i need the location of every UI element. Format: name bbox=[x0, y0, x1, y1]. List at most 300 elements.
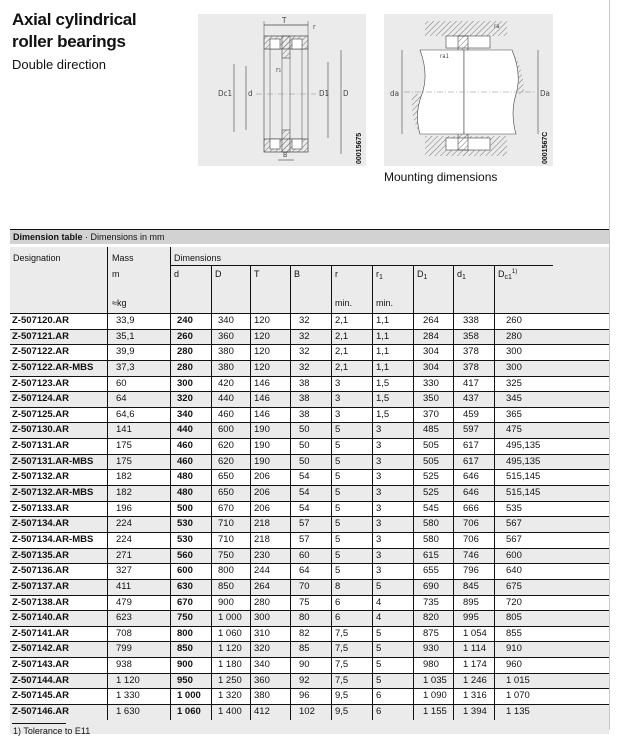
cell-d1: 417 bbox=[453, 377, 494, 392]
cell-designation: Z-507125.AR bbox=[12, 408, 70, 420]
table-row bbox=[10, 688, 609, 704]
cell-mass: 224 bbox=[107, 533, 170, 548]
cell-d1: 995 bbox=[453, 611, 494, 626]
D1-label: D bbox=[417, 269, 424, 279]
cell-r: 8 bbox=[331, 580, 372, 595]
cell-mass: 196 bbox=[107, 502, 170, 517]
col-divider bbox=[413, 265, 414, 313]
cell-d: 800 bbox=[170, 627, 211, 642]
cell-D: 340 bbox=[211, 314, 250, 329]
cell-T: 264 bbox=[250, 580, 290, 595]
col-header-mass: Mass bbox=[112, 253, 134, 263]
cell-d1: 617 bbox=[453, 455, 494, 470]
cell-designation: Z-507138.AR bbox=[12, 596, 70, 608]
col-divider bbox=[331, 265, 332, 313]
cell-r: 3 bbox=[331, 408, 372, 423]
cell-B: 50 bbox=[290, 439, 331, 454]
col-header-B: B bbox=[294, 269, 301, 279]
header-rule bbox=[170, 265, 553, 266]
cell-mass: 37,3 bbox=[107, 361, 170, 376]
cell-designation: Z-507134.AR bbox=[12, 518, 70, 530]
cell-d: 480 bbox=[170, 486, 211, 501]
cell-designation: Z-507132.AR bbox=[12, 471, 70, 483]
cell-D1: 525 bbox=[413, 486, 453, 501]
cell-T: 190 bbox=[250, 423, 290, 438]
cell-d1: 646 bbox=[453, 486, 494, 501]
cell-d: 440 bbox=[170, 423, 211, 438]
cell-r1: 3 bbox=[372, 564, 413, 579]
col-header-d1 bbox=[457, 269, 466, 281]
cell-r: 2,1 bbox=[331, 345, 372, 360]
cell-r: 5 bbox=[331, 486, 372, 501]
cell-d: 340 bbox=[170, 408, 211, 423]
cell-d: 460 bbox=[170, 439, 211, 454]
cell-Dc1: 515,145 bbox=[494, 486, 554, 501]
cell-d1: 358 bbox=[453, 330, 494, 345]
cell-r1: 5 bbox=[372, 642, 413, 657]
page-margin-rule bbox=[609, 0, 610, 730]
cell-D: 1 250 bbox=[211, 674, 250, 689]
cell-T: 412 bbox=[250, 705, 290, 720]
cell-D: 1 180 bbox=[211, 658, 250, 673]
cell-r1: 6 bbox=[372, 705, 413, 720]
cell-T: 218 bbox=[250, 533, 290, 548]
bearing-drawing-svg bbox=[198, 14, 366, 166]
cell-designation: Z-507131.AR bbox=[12, 440, 70, 452]
cell-D1: 505 bbox=[413, 455, 453, 470]
col-header-dimensions: Dimensions bbox=[174, 253, 222, 263]
col-header-Dc1 bbox=[498, 269, 517, 281]
cell-r: 7,5 bbox=[331, 674, 372, 689]
cell-Dc1: 1 070 bbox=[494, 689, 554, 704]
cell-D1: 980 bbox=[413, 658, 453, 673]
cell-r: 7,5 bbox=[331, 642, 372, 657]
cell-r1: 3 bbox=[372, 439, 413, 454]
table-row bbox=[10, 626, 609, 642]
cell-mass: 33,9 bbox=[107, 314, 170, 329]
cell-designation: Z-507143.AR bbox=[12, 659, 70, 671]
table-row bbox=[10, 344, 609, 360]
cell-D: 360 bbox=[211, 330, 250, 345]
cell-Dc1: 720 bbox=[494, 596, 554, 611]
cell-Dc1: 280 bbox=[494, 330, 554, 345]
cell-D1: 580 bbox=[413, 517, 453, 532]
cell-D1: 505 bbox=[413, 439, 453, 454]
table-row bbox=[10, 376, 609, 392]
cell-r1: 1,1 bbox=[372, 330, 413, 345]
cell-B: 38 bbox=[290, 408, 331, 423]
col-header-mass-symbol: m bbox=[112, 269, 120, 279]
cell-d: 530 bbox=[170, 517, 211, 532]
page-subtitle: Double direction bbox=[12, 57, 106, 72]
cell-d: 500 bbox=[170, 502, 211, 517]
cell-designation: Z-507123.AR bbox=[12, 377, 70, 389]
cell-d1: 378 bbox=[453, 345, 494, 360]
table-row bbox=[10, 469, 609, 485]
cell-r: 6 bbox=[331, 611, 372, 626]
cell-d1: 1 316 bbox=[453, 689, 494, 704]
cell-d1: 706 bbox=[453, 517, 494, 532]
table-row bbox=[10, 313, 609, 329]
cell-D1: 1 090 bbox=[413, 689, 453, 704]
cell-D: 710 bbox=[211, 533, 250, 548]
cell-D1: 330 bbox=[413, 377, 453, 392]
cell-r: 2,1 bbox=[331, 314, 372, 329]
cell-d: 1 000 bbox=[170, 689, 211, 704]
table-row bbox=[10, 329, 609, 345]
cell-D: 380 bbox=[211, 345, 250, 360]
col-header-designation: Designation bbox=[13, 253, 61, 263]
table-row bbox=[10, 563, 609, 579]
cell-D1: 370 bbox=[413, 408, 453, 423]
d1-sub: 1 bbox=[462, 274, 466, 281]
D1-sub: 1 bbox=[423, 274, 428, 281]
cell-designation: Z-507131.AR-MBS bbox=[12, 455, 94, 467]
cell-B: 82 bbox=[290, 627, 331, 642]
cell-D: 650 bbox=[211, 470, 250, 485]
cell-r: 2,1 bbox=[331, 361, 372, 376]
bearing-cross-section-drawing bbox=[198, 14, 366, 166]
cell-Dc1: 345 bbox=[494, 392, 554, 407]
cell-r: 2,1 bbox=[331, 330, 372, 345]
cell-designation: Z-507146.AR bbox=[12, 706, 70, 718]
cell-D: 420 bbox=[211, 377, 250, 392]
cell-r1: 6 bbox=[372, 689, 413, 704]
cell-r: 5 bbox=[331, 455, 372, 470]
mounting-dimensions-caption: Mounting dimensions bbox=[384, 170, 498, 184]
cell-B: 32 bbox=[290, 361, 331, 376]
cell-d: 280 bbox=[170, 361, 211, 376]
cell-D: 1 400 bbox=[211, 705, 250, 720]
col-divider bbox=[250, 265, 251, 313]
cell-D: 620 bbox=[211, 455, 250, 470]
cell-T: 120 bbox=[250, 345, 290, 360]
svg-text:r: r bbox=[313, 23, 316, 31]
cell-d1: 845 bbox=[453, 580, 494, 595]
cell-D1: 264 bbox=[413, 314, 453, 329]
cell-T: 206 bbox=[250, 470, 290, 485]
col-header-mass-unit: ≈kg bbox=[112, 298, 127, 308]
cell-Dc1: 495,135 bbox=[494, 455, 554, 470]
Dc1-footnote-ref: 1) bbox=[511, 269, 518, 275]
cell-d1: 1 394 bbox=[453, 705, 494, 720]
cell-Dc1: 567 bbox=[494, 533, 554, 548]
cell-r1: 1,1 bbox=[372, 314, 413, 329]
col-divider bbox=[170, 247, 171, 313]
cell-B: 85 bbox=[290, 642, 331, 657]
cell-T: 218 bbox=[250, 517, 290, 532]
table-row bbox=[10, 391, 609, 407]
cell-mass: 1 330 bbox=[107, 689, 170, 704]
cell-d1: 646 bbox=[453, 470, 494, 485]
cell-D1: 284 bbox=[413, 330, 453, 345]
cell-B: 60 bbox=[290, 549, 331, 564]
cell-r: 5 bbox=[331, 549, 372, 564]
cell-mass: 64 bbox=[107, 392, 170, 407]
cell-mass: 64,6 bbox=[107, 408, 170, 423]
svg-text:D1: D1 bbox=[319, 89, 330, 98]
cell-D1: 1 035 bbox=[413, 674, 453, 689]
cell-designation: Z-507137.AR bbox=[12, 580, 70, 592]
cell-D1: 304 bbox=[413, 361, 453, 376]
cell-T: 146 bbox=[250, 377, 290, 392]
cell-T: 120 bbox=[250, 330, 290, 345]
cell-r: 5 bbox=[331, 423, 372, 438]
cell-B: 54 bbox=[290, 486, 331, 501]
cell-B: 75 bbox=[290, 596, 331, 611]
cell-B: 32 bbox=[290, 345, 331, 360]
cell-B: 38 bbox=[290, 392, 331, 407]
cell-d: 300 bbox=[170, 377, 211, 392]
cell-d: 480 bbox=[170, 470, 211, 485]
cell-mass: 182 bbox=[107, 470, 170, 485]
cell-D: 1 060 bbox=[211, 627, 250, 642]
cell-d: 320 bbox=[170, 392, 211, 407]
cell-d: 240 bbox=[170, 314, 211, 329]
svg-text:r₁: r₁ bbox=[276, 66, 282, 74]
table-row bbox=[10, 595, 609, 611]
cell-mass: 39,9 bbox=[107, 345, 170, 360]
cell-r: 5 bbox=[331, 502, 372, 517]
cell-r: 5 bbox=[331, 470, 372, 485]
cell-r1: 3 bbox=[372, 455, 413, 470]
cell-Dc1: 960 bbox=[494, 658, 554, 673]
cell-D: 850 bbox=[211, 580, 250, 595]
cell-T: 190 bbox=[250, 439, 290, 454]
cell-mass: 175 bbox=[107, 455, 170, 470]
title-line-1: Axial cylindrical bbox=[12, 10, 137, 29]
cell-d: 670 bbox=[170, 596, 211, 611]
cell-D1: 735 bbox=[413, 596, 453, 611]
col-header-T: T bbox=[254, 269, 260, 279]
cell-T: 280 bbox=[250, 596, 290, 611]
cell-B: 64 bbox=[290, 564, 331, 579]
cell-D: 600 bbox=[211, 423, 250, 438]
cell-D1: 820 bbox=[413, 611, 453, 626]
cell-T: 244 bbox=[250, 564, 290, 579]
cell-d1: 1 174 bbox=[453, 658, 494, 673]
table-footnote-area bbox=[10, 720, 609, 734]
r1-sub: 1 bbox=[379, 274, 383, 281]
col-header-D1 bbox=[417, 269, 427, 281]
cell-T: 146 bbox=[250, 408, 290, 423]
Dc1-label: D bbox=[498, 269, 505, 279]
cell-d1: 597 bbox=[453, 423, 494, 438]
svg-text:ra: ra bbox=[494, 23, 500, 30]
cell-B: 96 bbox=[290, 689, 331, 704]
cell-T: 230 bbox=[250, 549, 290, 564]
table-row bbox=[10, 485, 609, 501]
cell-designation: Z-507134.AR-MBS bbox=[12, 533, 94, 545]
cell-d1: 746 bbox=[453, 549, 494, 564]
Dc1-sub: c1 bbox=[504, 274, 512, 281]
table-row bbox=[10, 454, 609, 470]
cell-mass: 1 120 bbox=[107, 674, 170, 689]
cell-d1: 706 bbox=[453, 533, 494, 548]
cell-mass: 623 bbox=[107, 611, 170, 626]
svg-text:ra1: ra1 bbox=[440, 53, 449, 60]
cell-d1: 338 bbox=[453, 314, 494, 329]
cell-mass: 411 bbox=[107, 580, 170, 595]
cell-r1: 4 bbox=[372, 596, 413, 611]
col-divider bbox=[290, 265, 291, 313]
table-row bbox=[10, 516, 609, 532]
table-row bbox=[10, 501, 609, 517]
cell-d: 530 bbox=[170, 533, 211, 548]
cell-d: 260 bbox=[170, 330, 211, 345]
svg-text:da: da bbox=[390, 89, 399, 98]
table-footnote: 1) Tolerance to E11 bbox=[13, 725, 91, 736]
cell-T: 120 bbox=[250, 361, 290, 376]
cell-r: 9,5 bbox=[331, 689, 372, 704]
cell-mass: 182 bbox=[107, 486, 170, 501]
cell-B: 50 bbox=[290, 423, 331, 438]
cell-Dc1: 260 bbox=[494, 314, 554, 329]
cell-B: 50 bbox=[290, 455, 331, 470]
cell-r1: 1,5 bbox=[372, 377, 413, 392]
cell-r1: 4 bbox=[372, 611, 413, 626]
cell-D: 750 bbox=[211, 549, 250, 564]
cell-Dc1: 600 bbox=[494, 549, 554, 564]
cell-B: 80 bbox=[290, 611, 331, 626]
cell-D1: 930 bbox=[413, 642, 453, 657]
cell-T: 320 bbox=[250, 642, 290, 657]
cell-B: 38 bbox=[290, 377, 331, 392]
cell-designation: Z-507124.AR bbox=[12, 393, 70, 405]
cell-D1: 580 bbox=[413, 533, 453, 548]
cell-d1: 796 bbox=[453, 564, 494, 579]
cell-D1: 655 bbox=[413, 564, 453, 579]
cell-r1: 5 bbox=[372, 580, 413, 595]
cell-r1: 3 bbox=[372, 517, 413, 532]
cell-D: 900 bbox=[211, 596, 250, 611]
cell-r1: 5 bbox=[372, 627, 413, 642]
cell-r1: 3 bbox=[372, 470, 413, 485]
col-header-r1 bbox=[376, 269, 383, 281]
cell-mass: 35,1 bbox=[107, 330, 170, 345]
col-divider bbox=[211, 265, 212, 313]
cell-Dc1: 855 bbox=[494, 627, 554, 642]
cell-T: 190 bbox=[250, 455, 290, 470]
cell-d1: 459 bbox=[453, 408, 494, 423]
cell-designation: Z-507121.AR bbox=[12, 330, 70, 342]
cell-Dc1: 300 bbox=[494, 361, 554, 376]
cell-Dc1: 675 bbox=[494, 580, 554, 595]
cell-B: 92 bbox=[290, 674, 331, 689]
cell-designation: Z-507142.AR bbox=[12, 643, 70, 655]
cell-r: 7,5 bbox=[331, 627, 372, 642]
cell-Dc1: 640 bbox=[494, 564, 554, 579]
cell-D1: 304 bbox=[413, 345, 453, 360]
cell-Dc1: 300 bbox=[494, 345, 554, 360]
cell-B: 54 bbox=[290, 502, 331, 517]
cell-Dc1: 365 bbox=[494, 408, 554, 423]
cell-r: 7,5 bbox=[331, 658, 372, 673]
cell-r1: 1,5 bbox=[372, 392, 413, 407]
cell-d1: 666 bbox=[453, 502, 494, 517]
cell-mass: 479 bbox=[107, 596, 170, 611]
cell-designation: Z-507140.AR bbox=[12, 612, 70, 624]
cell-mass: 708 bbox=[107, 627, 170, 642]
bearing-drawing-code: 00015675 bbox=[356, 132, 363, 164]
cell-designation: Z-507120.AR bbox=[12, 315, 70, 326]
cell-Dc1: 535 bbox=[494, 502, 554, 517]
col-header-d: d bbox=[174, 269, 180, 279]
cell-d1: 378 bbox=[453, 361, 494, 376]
cell-B: 90 bbox=[290, 658, 331, 673]
table-row bbox=[10, 407, 609, 423]
col-divider bbox=[372, 265, 373, 313]
cell-d: 600 bbox=[170, 564, 211, 579]
cell-d1: 1 054 bbox=[453, 627, 494, 642]
cell-d: 750 bbox=[170, 611, 211, 626]
table-row bbox=[10, 610, 609, 626]
cell-T: 340 bbox=[250, 658, 290, 673]
cell-T: 120 bbox=[250, 314, 290, 329]
cell-T: 310 bbox=[250, 627, 290, 642]
cell-D: 620 bbox=[211, 439, 250, 454]
cell-Dc1: 567 bbox=[494, 517, 554, 532]
cell-r1: 3 bbox=[372, 486, 413, 501]
cell-B: 102 bbox=[290, 705, 331, 720]
cell-d1: 617 bbox=[453, 439, 494, 454]
cell-d: 630 bbox=[170, 580, 211, 595]
cell-B: 32 bbox=[290, 330, 331, 345]
cell-T: 380 bbox=[250, 689, 290, 704]
table-header bbox=[10, 247, 609, 313]
cell-d1: 437 bbox=[453, 392, 494, 407]
svg-text:B: B bbox=[283, 151, 288, 159]
mounting-drawing-svg bbox=[384, 14, 553, 166]
cell-r1: 3 bbox=[372, 549, 413, 564]
cell-D1: 545 bbox=[413, 502, 453, 517]
table-row bbox=[10, 438, 609, 454]
cell-D: 650 bbox=[211, 486, 250, 501]
cell-r1: 1,5 bbox=[372, 408, 413, 423]
cell-mass: 141 bbox=[107, 423, 170, 438]
cell-r1: 5 bbox=[372, 674, 413, 689]
table-row bbox=[10, 360, 609, 376]
cell-r: 9,5 bbox=[331, 705, 372, 720]
cell-d: 1 060 bbox=[170, 705, 211, 720]
cell-r: 5 bbox=[331, 439, 372, 454]
cell-d1: 1 246 bbox=[453, 674, 494, 689]
mounting-dimensions-drawing bbox=[384, 14, 553, 166]
mounting-drawing-code: 0001567C bbox=[542, 131, 549, 164]
dimension-table bbox=[10, 229, 609, 734]
cell-d1: 895 bbox=[453, 596, 494, 611]
cell-mass: 327 bbox=[107, 564, 170, 579]
cell-D: 460 bbox=[211, 408, 250, 423]
cell-T: 206 bbox=[250, 502, 290, 517]
table-title-bar bbox=[10, 229, 609, 244]
cell-D: 440 bbox=[211, 392, 250, 407]
cell-B: 70 bbox=[290, 580, 331, 595]
cell-designation: Z-507145.AR bbox=[12, 690, 70, 702]
svg-text:D: D bbox=[343, 89, 349, 98]
col-header-D: D bbox=[215, 269, 222, 279]
cell-D: 380 bbox=[211, 361, 250, 376]
cell-D1: 485 bbox=[413, 423, 453, 438]
page-title bbox=[12, 9, 136, 53]
cell-Dc1: 1 015 bbox=[494, 674, 554, 689]
cell-Dc1: 475 bbox=[494, 423, 554, 438]
cell-r1: 5 bbox=[372, 658, 413, 673]
cell-D: 1 000 bbox=[211, 611, 250, 626]
cell-d: 460 bbox=[170, 455, 211, 470]
cell-r: 3 bbox=[331, 377, 372, 392]
cell-d: 560 bbox=[170, 549, 211, 564]
